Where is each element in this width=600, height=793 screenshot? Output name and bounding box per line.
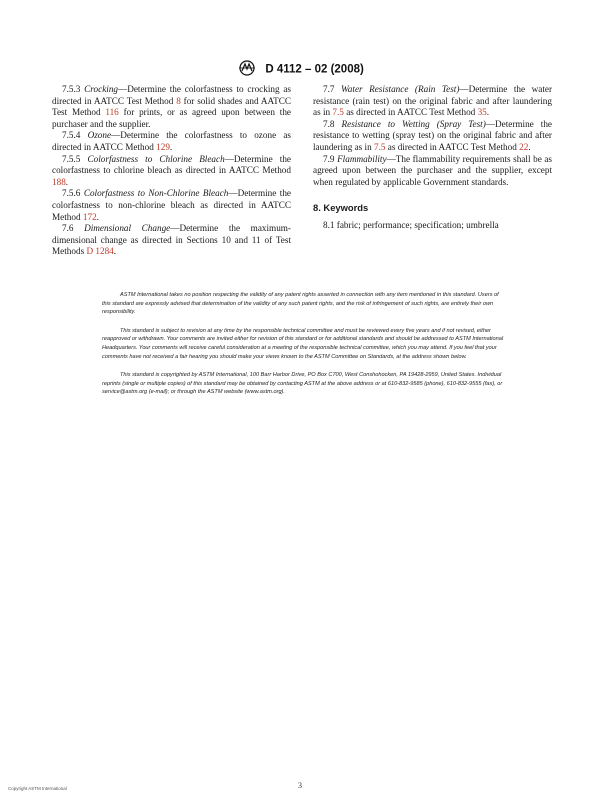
section-number: 7.6	[62, 223, 85, 234]
section-7-8	[313, 119, 552, 154]
astm-logo-icon	[236, 60, 258, 79]
section-text: —Determine the colorfastness to chlorine bleach as directed in AATCC Method	[52, 153, 292, 176]
section-text: —Determine the maximum-dimensional change as directed in Sections 10 and 11 of Test Methods	[52, 223, 291, 257]
section-text: —Determine the colorfastness to non-chlorine bleach as directed in AATCC Method	[52, 188, 291, 222]
left-column	[52, 84, 291, 258]
reference-link[interactable]: 116	[105, 107, 119, 118]
section-text: as directed in AATCC Test Method	[385, 141, 520, 152]
page-number: 3	[298, 781, 302, 790]
section-text: .	[528, 141, 531, 152]
section-text: .	[113, 246, 117, 257]
section-number: 7.5.5	[62, 153, 88, 164]
section-text: —Determine the colorfastness to crocking as directed in AATCC Test Method	[52, 84, 292, 106]
patent-notice: ASTM International takes no position respecting the validity of any patent rights asserted in connection with any item mentioned in this standard. Users of this standard are expressly advised that determination of the validity of any such patent rights, and the risk of infringement of such rights, are entirely their own responsibility.	[102, 292, 499, 316]
section-text: for prints, or as agreed upon between the purchaser and the supplier.	[52, 107, 291, 129]
section-title: Ozone	[87, 130, 112, 141]
section-text: for solid shades and AATCC Test Method	[52, 95, 292, 118]
section-title: Crocking	[84, 84, 119, 94]
section-number: 7.8	[323, 118, 342, 129]
reference-link[interactable]: 172	[82, 211, 97, 222]
section-title: Colorfastness to Non-Chlorine Bleach	[83, 188, 229, 199]
section-title: Dimensional Change	[84, 223, 171, 234]
astm-notices	[102, 291, 504, 407]
reference-link[interactable]: 22	[519, 141, 529, 152]
right-column-sections	[313, 84, 552, 188]
section-number: 7.5.3	[62, 84, 85, 94]
section-7-6	[52, 223, 291, 258]
section-number: 7.9	[323, 153, 338, 164]
section-title: Water Resistance (Rain Test)	[341, 84, 460, 94]
section-text: —Determine the resistance to wetting (spray test) on the original fabric and after laundering as in	[313, 118, 553, 152]
section-text: —Determine the colorfastness to ozone as directed in AATCC Method	[52, 130, 292, 152]
section-title: Colorfastness to Chlorine Bleach	[87, 153, 225, 164]
section-title: Resistance to Wetting (Spray Test)	[341, 118, 486, 129]
keywords-heading: 8. Keywords	[313, 202, 369, 214]
reference-link[interactable]: 7.5	[332, 107, 344, 118]
keywords-text: 8.1 fabric; performance; specification; umbrella	[323, 219, 499, 230]
section-number: 7.5.6	[62, 188, 84, 199]
revision-notice: This standard is subject to revision at any time by the responsible technical committee and must be reviewed every five years and if not revised, either reapproved or withdrawn. Your comments are invited either for revision of this standard or for additional standards and should be addressed to ASTM International Headquarters. Your comments will receive careful consideration at a meeting of the responsible technical committee, which you may attend. If you feel that your comments have not received a fair hearing you should make your views known to the ASTM Committee on Standards, at the address shown below.	[102, 327, 504, 360]
section-7-5-5	[52, 154, 291, 189]
reference-link[interactable]: D 1284	[86, 246, 114, 257]
section-7-5-4	[52, 130, 291, 153]
section-text: .	[486, 107, 490, 118]
section-number: 7.5.4	[62, 130, 88, 141]
reference-link[interactable]: 35	[477, 107, 487, 118]
section-text: .	[65, 176, 69, 187]
reference-link[interactable]: 7.5	[373, 141, 386, 152]
body-columns	[52, 84, 552, 258]
reference-link[interactable]: 8	[176, 95, 181, 106]
right-column	[313, 84, 552, 258]
copyright-notice: This standard is copyrighted by ASTM International, 100 Barr Harbor Drive, PO Box C700, West Conshohocken, PA 19428-2959, United States. Individual reprints (single or multiple copies) of this standard may be obtained by contacting ASTM at the above address or at 610-832-9585 (phone), 610-832-9555 (fax), or service@astm.org (e-mail); or through the ASTM website (www.astm.org).	[102, 372, 503, 396]
section-text: as directed in AATCC Test Method	[343, 107, 478, 118]
section-7-5-3	[52, 84, 291, 130]
footer-copyright: Copyright ASTM International	[8, 786, 67, 791]
section-text: —The flammability requirements shall be as agreed upon between the purchaser and the supplier, except when regulated by applicable Government standards.	[313, 153, 552, 187]
reference-link[interactable]: 188	[52, 176, 66, 187]
section-title: Flammability	[337, 153, 387, 164]
section-number: 7.7	[323, 84, 341, 94]
section-7-7	[313, 84, 552, 119]
reference-link[interactable]: 129	[156, 141, 170, 152]
section-text: .	[96, 211, 99, 222]
section-text: .	[169, 141, 173, 152]
section-7-9	[313, 154, 552, 189]
section-7-5-6	[52, 188, 291, 223]
standard-designation: D 4112 – 02 (2008)	[265, 63, 364, 76]
section-text: —Determine the water resistance (rain test) on the original fabric and after laundering as in	[313, 84, 553, 118]
page-header	[0, 60, 600, 79]
